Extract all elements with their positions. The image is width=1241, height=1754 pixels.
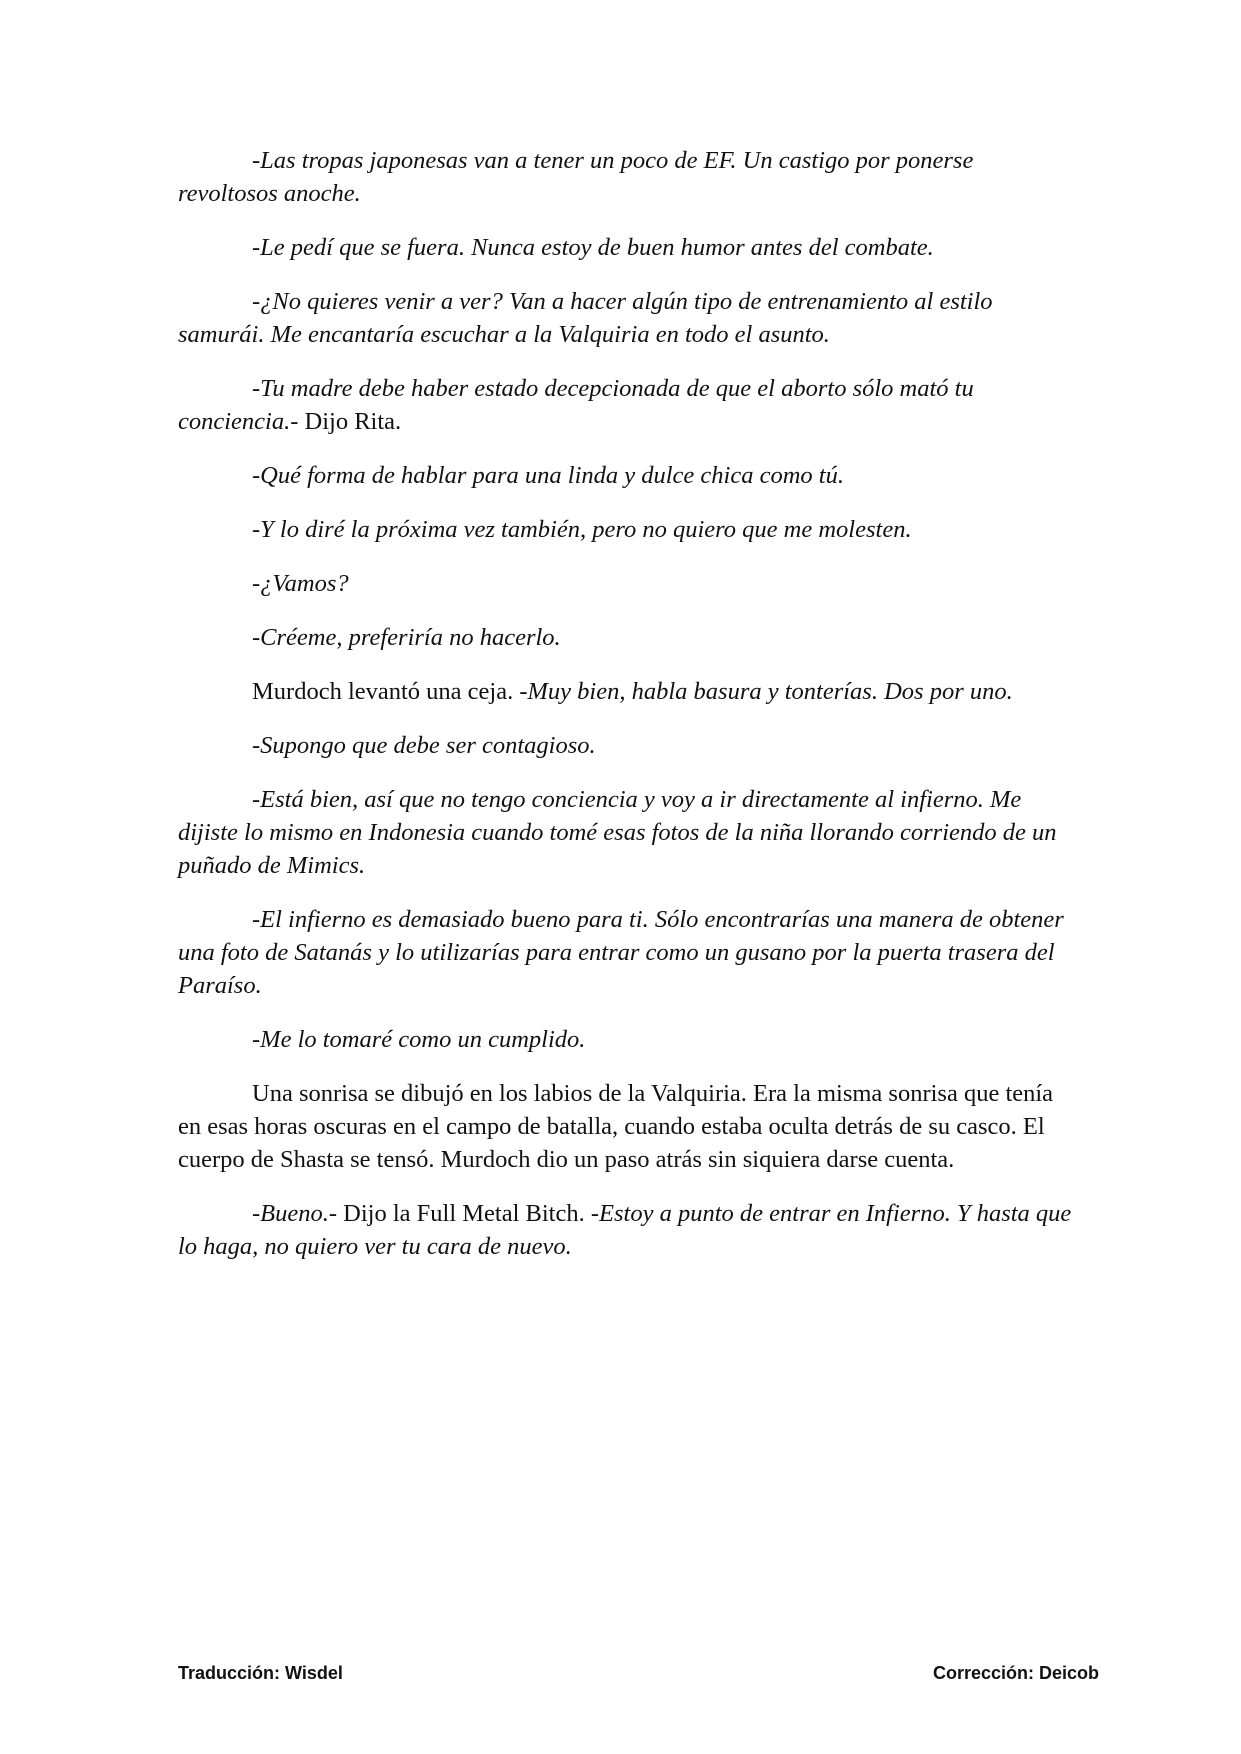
paragraph-text: Una sonrisa se dibujó en los labios de la Valquiria. Era la misma sonrisa que tenía en esas horas oscuras en el campo de batalla, cuando estaba oculta detrás de su casco. El cuerpo de Shasta se tensó. Murdoch dio un paso atrás sin siquiera darse cuenta. bbox=[178, 1080, 1054, 1173]
paragraph bbox=[178, 1023, 1078, 1056]
paragraph-text: -El infierno es demasiado bueno para ti. Sólo encontrarías una manera de obtener una foto de Satanás y lo utilizarías para entrar como un gusano por la puerta trasera del Paraíso. bbox=[178, 906, 1064, 999]
footer-translation-credit: Traducción: Wisdel bbox=[178, 1663, 343, 1683]
paragraph-text: - Dijo la Full Metal Bitch. bbox=[328, 1200, 591, 1227]
paragraph bbox=[178, 513, 1078, 546]
paragraph-text: -Qué forma de hablar para una linda y dulce chica como tú. bbox=[252, 462, 844, 489]
paragraph-text: - Dijo Rita. bbox=[290, 408, 402, 435]
paragraph-text: -Está bien, así que no tengo conciencia y voy a ir directamente al infierno. Me dijiste lo mismo en Indonesia cuando tomé esas fotos de la niña llorando corriendo de un puñado de Mimics. bbox=[178, 786, 1057, 879]
paragraph bbox=[178, 1077, 1078, 1176]
paragraph bbox=[178, 231, 1078, 264]
paragraph-text: -Supongo que debe ser contagioso. bbox=[252, 732, 596, 759]
paragraph-text: Murdoch levantó una ceja. bbox=[252, 678, 520, 705]
paragraph bbox=[178, 621, 1078, 654]
paragraph-text: -Tu madre debe haber estado decepcionada de que el aborto sólo mató tu conciencia. bbox=[178, 375, 974, 435]
paragraph bbox=[178, 729, 1078, 762]
page-body bbox=[178, 144, 1078, 1284]
paragraph-text: -Estoy a punto de entrar en Infierno. Y hasta que lo haga, no quiero ver tu cara de nuevo. bbox=[178, 1200, 1072, 1260]
paragraph bbox=[178, 144, 1078, 210]
paragraph-text: -Y lo diré la próxima vez también, pero no quiero que me molesten. bbox=[252, 516, 912, 543]
paragraph-text: -Me lo tomaré como un cumplido. bbox=[252, 1026, 586, 1053]
paragraph bbox=[178, 372, 1078, 438]
paragraph-text: -Muy bien, habla basura y tonterías. Dos por uno. bbox=[519, 678, 1013, 705]
paragraph bbox=[178, 1197, 1078, 1263]
paragraph-text: -Créeme, preferiría no hacerlo. bbox=[252, 624, 561, 651]
paragraph-text: -Las tropas japonesas van a tener un poco de EF. Un castigo por ponerse revoltosos anoche. bbox=[178, 147, 974, 207]
paragraph bbox=[178, 285, 1078, 351]
paragraph-text: -Bueno. bbox=[252, 1200, 329, 1227]
paragraph-text: -¿No quieres venir a ver? Van a hacer algún tipo de entrenamiento al estilo samurái. Me encantaría escuchar a la Valquiria en todo el asunto. bbox=[178, 288, 993, 348]
paragraph bbox=[178, 783, 1078, 882]
paragraph bbox=[178, 567, 1078, 600]
paragraph-text: -Le pedí que se fuera. Nunca estoy de buen humor antes del combate. bbox=[252, 234, 934, 261]
paragraph bbox=[178, 459, 1078, 492]
paragraph-text: -¿Vamos? bbox=[252, 570, 349, 597]
paragraph bbox=[178, 675, 1078, 708]
paragraph bbox=[178, 903, 1078, 1002]
footer-correction-credit: Corrección: Deicob bbox=[932, 1663, 1099, 1683]
